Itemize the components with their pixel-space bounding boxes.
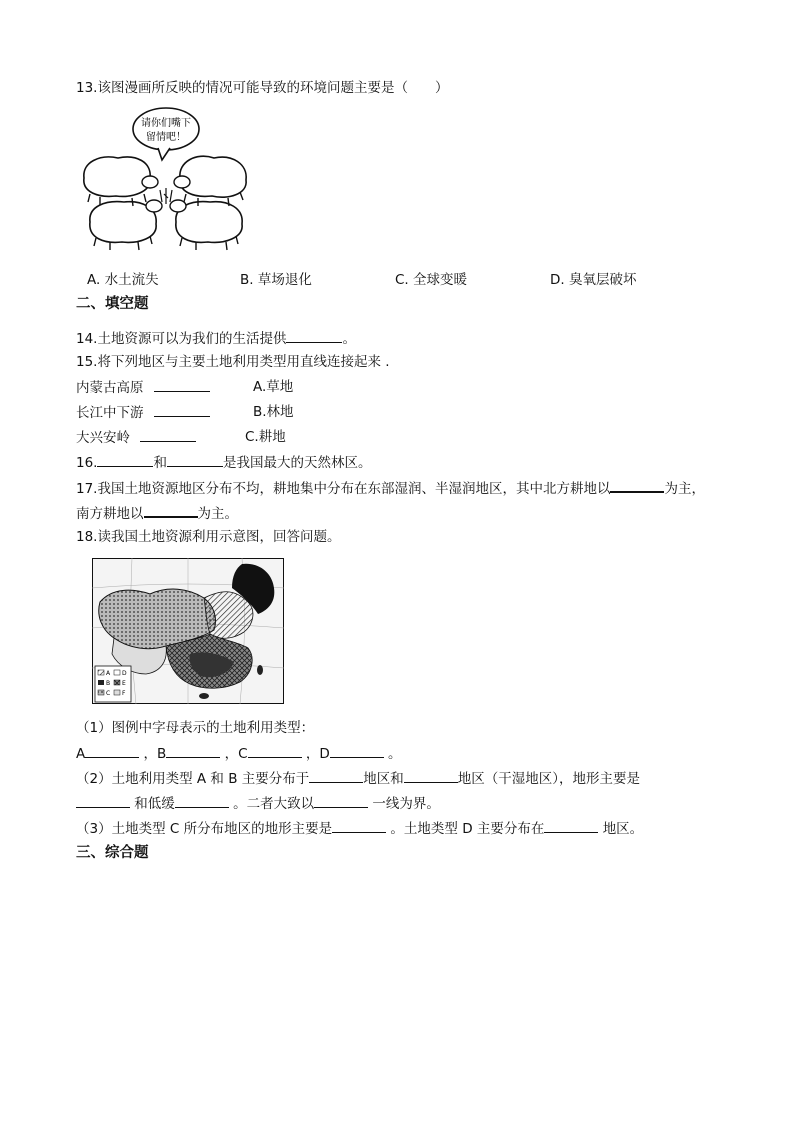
q13-stem: 13.该图漫画所反映的情况可能导致的环境问题主要是（ ） bbox=[76, 80, 449, 96]
q18-sub2-text: 地区和 bbox=[363, 771, 404, 787]
q15-region: 内蒙古高原 bbox=[76, 380, 144, 396]
q18-sub2-blank-5[interactable] bbox=[314, 793, 368, 808]
q18-blank-b[interactable] bbox=[166, 743, 220, 758]
q17-line-2 bbox=[76, 502, 238, 524]
q18-china-land-use-map bbox=[92, 558, 284, 704]
section-heading-comprehensive: 三、综合题 bbox=[76, 845, 149, 861]
q15-row-1 bbox=[76, 377, 210, 398]
q15-row-2 bbox=[76, 402, 210, 423]
speech-line-2: 留情吧！ bbox=[146, 132, 186, 143]
q18-sub2-text: 和低缓 bbox=[134, 796, 175, 812]
speech-line-1: 请你们嘴下 bbox=[141, 118, 191, 129]
q15-region: 长江中下游 bbox=[76, 405, 144, 421]
q18-label-c: ，C bbox=[224, 746, 248, 762]
q17-text-end: 为主， bbox=[664, 481, 705, 497]
legend-d: D bbox=[122, 670, 127, 677]
q18-label-b: ，B bbox=[143, 746, 167, 762]
q15-region: 大兴安岭 bbox=[76, 430, 130, 446]
q14-text: 14.土地资源可以为我们的生活提供 bbox=[76, 331, 287, 347]
legend-e: E bbox=[122, 680, 126, 687]
q18-sub2-line-1 bbox=[76, 768, 640, 789]
q18-sub2-blank-1[interactable] bbox=[309, 768, 363, 783]
legend-a: A bbox=[106, 670, 111, 677]
china-map-image bbox=[92, 558, 284, 704]
legend-f: F bbox=[122, 690, 126, 697]
q18-blank-c[interactable] bbox=[248, 743, 302, 758]
q17-text: 17.我国土地资源地区分布不均，耕地集中分布在东部湿润、半湿润地区，其中北方耕地以 bbox=[76, 481, 611, 497]
q16-blank-1[interactable] bbox=[97, 452, 153, 467]
q17-blank-north[interactable] bbox=[610, 477, 664, 493]
q18-stem: 18.读我国土地资源利用示意图，回答问题。 bbox=[76, 529, 341, 545]
q15-link-blank[interactable] bbox=[140, 427, 196, 442]
q16-blank-2[interactable] bbox=[167, 452, 223, 467]
q13-option-c: C. 全球变暖 bbox=[395, 272, 468, 288]
q18-sub2-text: 。二者大致以 bbox=[233, 796, 315, 812]
q17-line-1 bbox=[76, 477, 705, 499]
q14-blank[interactable] bbox=[286, 328, 342, 343]
q18-sub3-blank-2[interactable] bbox=[544, 818, 598, 833]
q13-option-b: B. 草场退化 bbox=[240, 272, 312, 288]
legend-b: B bbox=[106, 680, 111, 687]
section-heading-fill-in: 二、填空题 bbox=[76, 296, 149, 312]
sheep-eating-grass-cartoon bbox=[80, 102, 252, 252]
q18-sub1-blanks bbox=[76, 743, 402, 764]
q18-sub2-text: 一线为界。 bbox=[372, 796, 440, 812]
q18-blank-a[interactable] bbox=[85, 743, 139, 758]
q14-end: 。 bbox=[342, 331, 356, 347]
q18-sub3-blank-1[interactable] bbox=[332, 818, 386, 833]
q13-cartoon-image bbox=[80, 102, 252, 252]
q18-sub2-blank-4[interactable] bbox=[175, 793, 229, 808]
q15-type-b: B.林地 bbox=[253, 404, 294, 420]
q18-sub2-blank-2[interactable] bbox=[404, 768, 458, 783]
q18-blank-d[interactable] bbox=[330, 743, 384, 758]
q13-option-a: A. 水土流失 bbox=[87, 272, 159, 288]
q14 bbox=[76, 328, 356, 349]
q18-sub2-text: 地区（干湿地区），地形主要是 bbox=[457, 771, 641, 787]
legend-c: C bbox=[106, 690, 111, 697]
q18-sub2-text: （2）土地利用类型 A 和 B 主要分布于 bbox=[76, 771, 310, 787]
q17-blank-south[interactable] bbox=[144, 502, 198, 518]
q15-type-a: A.草地 bbox=[253, 379, 294, 395]
q18-label-d: ，D bbox=[305, 746, 330, 762]
q15-type-c: C.耕地 bbox=[245, 429, 286, 445]
q17-text: 南方耕地以 bbox=[76, 506, 144, 522]
q18-sub2-blank-3[interactable] bbox=[76, 793, 130, 808]
q18-sub3-text: 地区。 bbox=[602, 821, 644, 837]
q15-row-3 bbox=[76, 427, 196, 448]
q17-text-end: 为主。 bbox=[197, 506, 238, 522]
q18-label-a: A bbox=[76, 746, 86, 762]
q15-link-blank[interactable] bbox=[154, 402, 210, 417]
q18-sub3 bbox=[76, 818, 643, 839]
q18-sub2-line-2 bbox=[76, 793, 440, 814]
q16 bbox=[76, 452, 371, 473]
q16-mid: 和 bbox=[153, 455, 167, 471]
q15-stem: 15.将下列地区与主要土地利用类型用直线连接起来 . bbox=[76, 354, 390, 370]
q15-link-blank[interactable] bbox=[154, 377, 210, 392]
q18-sub3-text: （3）土地类型 C 所分布地区的地形主要是 bbox=[76, 821, 333, 837]
q16-num: 16. bbox=[76, 455, 98, 471]
q18-sub1-end: 。 bbox=[388, 746, 402, 762]
q16-end: 是我国最大的天然林区。 bbox=[222, 455, 372, 471]
q13-option-d: D. 臭氧层破坏 bbox=[550, 272, 637, 288]
q18-sub3-text: 。土地类型 D 主要分布在 bbox=[390, 821, 545, 837]
q18-sub1-stem: （1）图例中字母表示的土地利用类型： bbox=[76, 720, 315, 736]
